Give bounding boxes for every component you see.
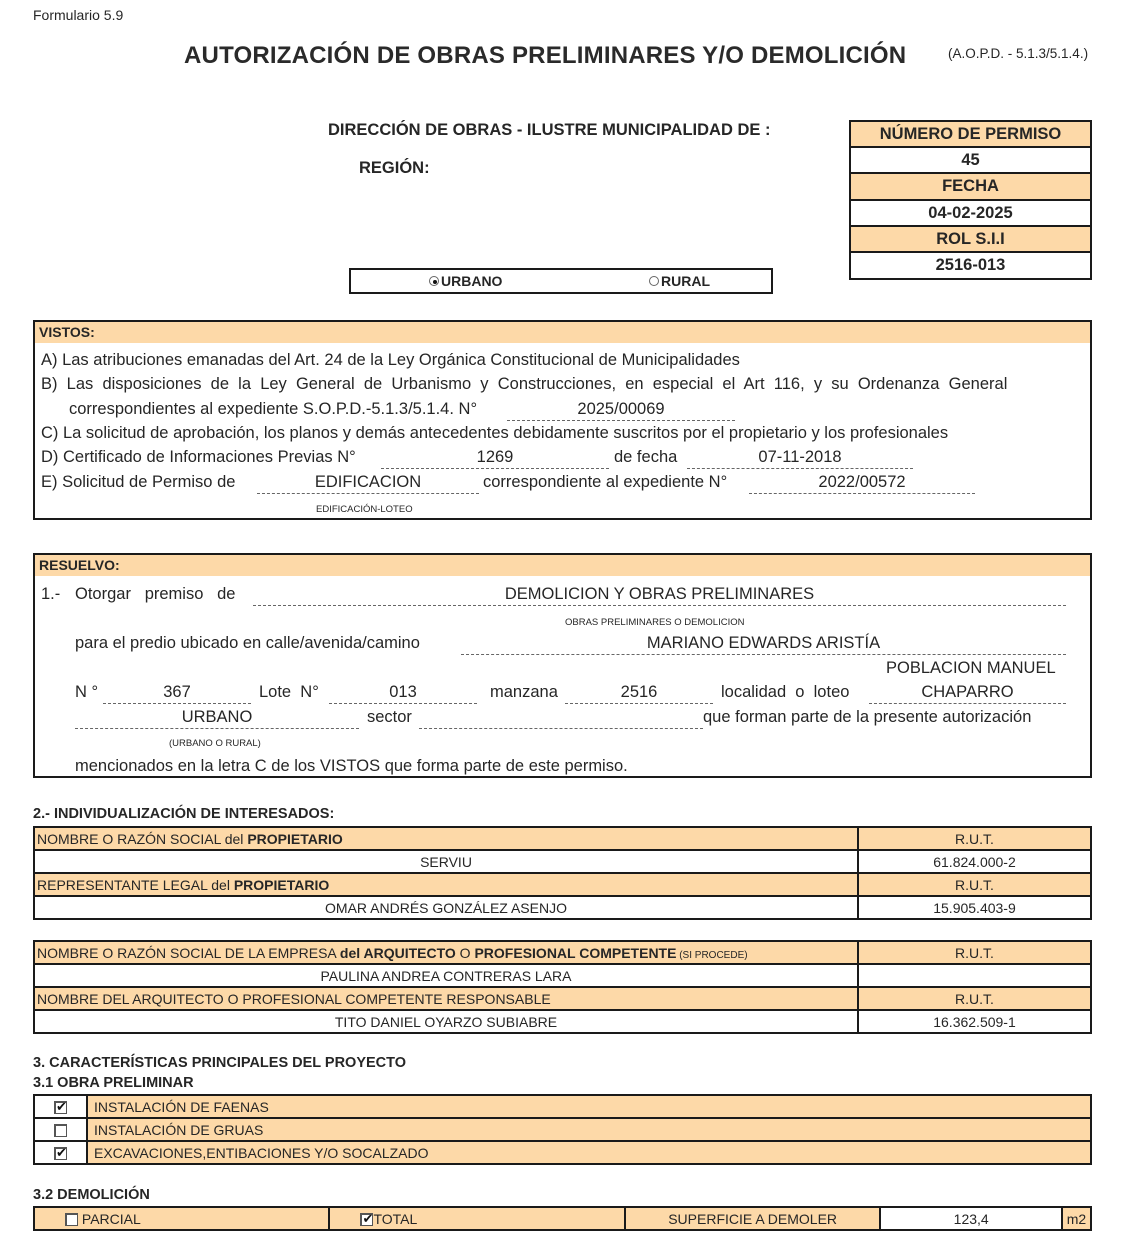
vistos-e-hint: EDIFICACIÓN-LOTEO [316,504,413,515]
obra-item-label: EXCAVACIONES,ENTIBACIONES Y/O SOCALZADO [87,1141,1091,1164]
empresa-rut [858,964,1091,987]
permit-rol-label: ROL S.I.I [851,227,1090,253]
permit-date-value: 04-02-2025 [851,201,1090,227]
localidad-label: localidad o loteo [721,683,850,701]
vistos-e-tipo: EDIFICACION [257,472,479,494]
vistos-d-numero: 1269 [381,447,609,469]
interesados-heading: 2.- INDIVIDUALIZACIÓN DE INTERESADOS: [33,806,335,822]
propietario-value: SERVIU [34,850,858,873]
arquitecto-rut: 16.362.509-1 [858,1010,1091,1033]
permiso-hint: OBRAS PRELIMINARES O DEMOLICION [565,617,745,628]
rut-label: R.U.T. [858,941,1091,964]
obra-checkbox-cell [34,1118,87,1141]
vistos-b2: correspondientes al expediente S.O.P.D.-5.1.3/5.1.4. N° [69,400,478,418]
propietario-table [33,826,1092,920]
manzana-value: 2516 [565,682,713,704]
rut-label: R.U.T. [858,827,1091,850]
permit-info-box [849,120,1092,280]
parcial-label: PARCIAL [81,1210,141,1227]
page-title: AUTORIZACIÓN DE OBRAS PRELIMINARES Y/O DEMOLICIÓN [184,42,907,69]
checkbox-checked-icon[interactable] [54,1101,67,1114]
checkbox-checked-icon[interactable] [54,1147,67,1160]
superficie-value: 123,4 [880,1207,1062,1230]
sector-value [419,707,703,729]
representante-value: OMAR ANDRÉS GONZÁLEZ ASENJO [34,896,858,919]
parcial-option[interactable] [34,1207,329,1230]
rut-label: R.U.T. [858,873,1091,896]
radio-urbano[interactable] [429,273,502,289]
obra-item-label: INSTALACIÓN DE FAENAS [87,1095,1091,1118]
superficie-label: SUPERFICIE A DEMOLER [625,1207,881,1230]
demolicion-heading: 3.2 DEMOLICIÓN [33,1187,150,1203]
manzana-label: manzana [490,683,558,701]
obra-preliminar-table [33,1094,1092,1165]
obra-checkbox-cell [34,1095,87,1118]
empresa-label: NOMBRE O RAZÓN SOCIAL DE LA EMPRESA del ARQUITECTO O PROFESIONAL COMPETENTE (SI PROCEDE) [34,941,858,964]
arquitecto-value: TITO DANIEL OYARZO SUBIABRE [34,1010,858,1033]
permiso-tipo: DEMOLICION Y OBRAS PRELIMINARES [253,584,1066,606]
propietario-label: NOMBRE O RAZÓN SOCIAL del PROPIETARIO [34,827,858,850]
lote-value: 013 [329,682,477,704]
total-option[interactable] [329,1207,624,1230]
predio-label: para el predio ubicado en calle/avenida/camino [75,634,420,652]
sector-label: sector [367,708,412,726]
vistos-heading: VISTOS: [35,322,1090,343]
arquitecto-table [33,940,1092,1034]
permit-number-value: 45 [851,148,1090,174]
permit-rol-value: 2516-013 [935,255,1006,274]
permit-date-label: FECHA [851,174,1090,200]
localidad-value: CHAPARRO [869,682,1066,704]
vistos-e-label: E) Solicitud de Permiso de [41,473,236,491]
total-label: TOTAL [373,1210,418,1227]
obra-checkbox-cell [34,1141,87,1164]
calle-value: MARIANO EDWARDS ARISTÍA [461,633,1066,655]
numero-value: 367 [103,682,251,704]
localidad-line1: POBLACION MANUEL [886,659,1056,677]
permit-number-label: NÚMERO DE PERMISO [851,122,1090,148]
mencionados-text: mencionados en la letra C de los VISTOS que forma parte de este permiso. [75,757,628,775]
zone-selector [349,268,773,294]
lote-label: Lote N° [259,683,319,701]
zona-value: URBANO [75,707,359,729]
numero-label: N ° [75,683,99,701]
vistos-c: C) La solicitud de aprobación, los planos y demás antecedentes debidamente suscritos por el propietario y los profesionales [41,424,949,442]
obra-item-label: INSTALACIÓN DE GRUAS [87,1118,1091,1141]
demolicion-table [33,1206,1092,1231]
radio-selected-icon [429,276,439,286]
caracteristicas-heading: 3. CARACTERÍSTICAS PRINCIPALES DEL PROYECTO [33,1055,407,1071]
direccion-label: DIRECCIÓN DE OBRAS - ILUSTRE MUNICIPALIDAD DE : [328,121,771,139]
obra-preliminar-heading: 3.1 OBRA PRELIMINAR [33,1075,194,1091]
representante-rut: 15.905.403-9 [858,896,1091,919]
vistos-section [33,320,1092,520]
radio-urbano-label: URBANO [441,273,503,289]
zona-hint: (URBANO O RURAL) [169,738,261,749]
representante-label: REPRESENTANTE LEGAL del PROPIETARIO [34,873,858,896]
radio-rural-label: RURAL [661,273,710,289]
otorgar-label: Otorgar premiso de [75,585,236,603]
forman-parte-text: que forman parte de la presente autorización [703,708,1032,726]
resuelvo-section [33,553,1092,778]
vistos-e-expediente: 2022/00572 [749,472,975,494]
vistos-b1: B) Las disposiciones de la Ley General de Urbanismo y Construcciones, en especial el Art 116, y su Ordenanza General [41,375,1008,393]
vistos-a: A) Las atribuciones emanadas del Art. 24 de la Ley Orgánica Constitucional de Municipalidades [41,351,740,369]
form-number: Formulario 5.9 [33,7,124,23]
vistos-e-exp-label: correspondiente al expediente N° [483,473,728,491]
region-label: REGIÓN: [359,159,430,177]
rut-label: R.U.T. [858,987,1091,1010]
checkbox-unchecked-icon[interactable] [54,1124,67,1137]
resuelvo-item-number: 1.- [41,585,61,603]
radio-rural[interactable] [649,273,710,289]
superficie-unit: m2 [1062,1207,1091,1230]
propietario-rut: 61.824.000-2 [858,850,1091,873]
checkbox-unchecked-icon[interactable] [65,1213,78,1226]
vistos-d-fecha-label: de fecha [614,448,678,466]
empresa-value: PAULINA ANDREA CONTRERAS LARA [34,964,858,987]
vistos-d-fecha: 07-11-2018 [687,447,913,469]
vistos-d-label: D) Certificado de Informaciones Previas N° [41,448,356,466]
resuelvo-heading: RESUELVO: [35,555,1090,576]
radio-unselected-icon [649,276,659,286]
vistos-b-expediente: 2025/00069 [507,399,735,421]
checkbox-checked-icon[interactable] [360,1213,373,1226]
arquitecto-label: NOMBRE DEL ARQUITECTO O PROFESIONAL COMPETENTE RESPONSABLE [34,987,858,1010]
form-code: (A.O.P.D. - 5.1.3/5.1.4.) [948,46,1089,61]
